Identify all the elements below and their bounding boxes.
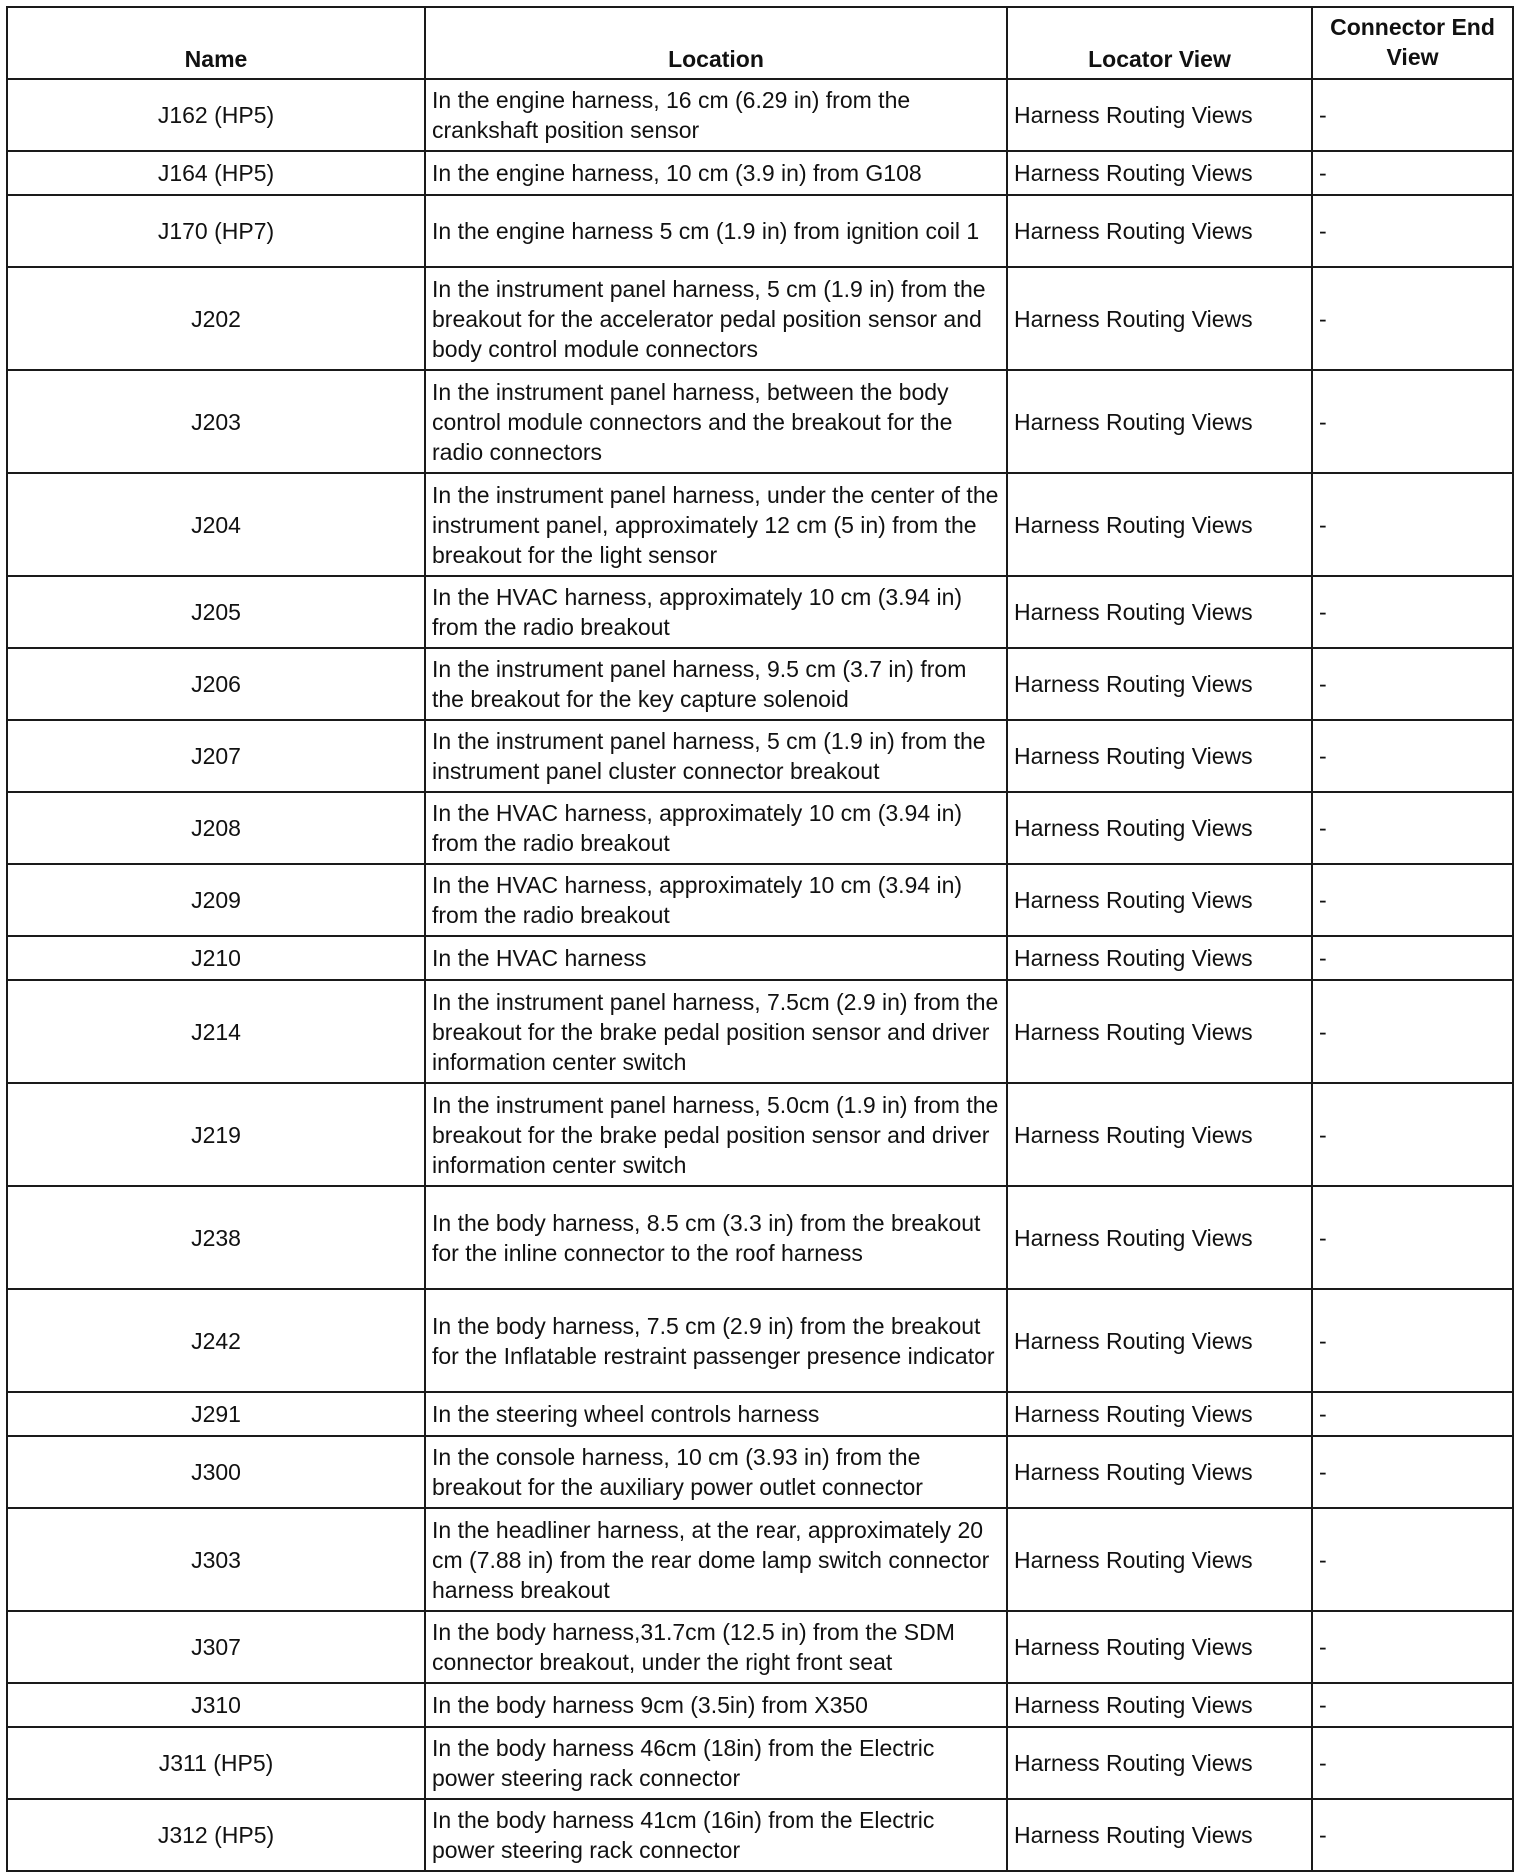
header-connector-end-view: Connector End View <box>1312 7 1513 79</box>
cell-locator-view[interactable]: Harness Routing Views <box>1007 1186 1312 1289</box>
cell-connector-end-view: - <box>1312 980 1513 1083</box>
cell-name: J311 (HP5) <box>7 1727 425 1799</box>
table-row <box>7 576 1513 648</box>
cell-location: In the body harness, 8.5 cm (3.3 in) from the breakout for the inline connector to the roof harness <box>425 1186 1007 1289</box>
cell-connector-end-view: - <box>1312 79 1513 151</box>
cell-location: In the body harness,31.7cm (12.5 in) from the SDM connector breakout, under the right front seat <box>425 1611 1007 1683</box>
cell-locator-view[interactable]: Harness Routing Views <box>1007 1289 1312 1392</box>
table-row <box>7 1799 1513 1871</box>
cell-connector-end-view: - <box>1312 1683 1513 1727</box>
cell-location: In the instrument panel harness, under the center of the instrument panel, approximately 12 cm (5 in) from the breakout for the light sensor <box>425 473 1007 576</box>
table-body <box>7 79 1513 1871</box>
cell-name: J209 <box>7 864 425 936</box>
cell-location: In the instrument panel harness, 5.0cm (1.9 in) from the breakout for the brake pedal position sensor and driver information center switch <box>425 1083 1007 1186</box>
cell-connector-end-view: - <box>1312 370 1513 473</box>
cell-connector-end-view: - <box>1312 1083 1513 1186</box>
cell-name: J300 <box>7 1436 425 1508</box>
cell-locator-view[interactable]: Harness Routing Views <box>1007 370 1312 473</box>
cell-name: J219 <box>7 1083 425 1186</box>
table-row <box>7 720 1513 792</box>
cell-connector-end-view: - <box>1312 1799 1513 1871</box>
cell-connector-end-view: - <box>1312 792 1513 864</box>
cell-location: In the console harness, 10 cm (3.93 in) from the breakout for the auxiliary power outlet connector <box>425 1436 1007 1508</box>
cell-locator-view[interactable]: Harness Routing Views <box>1007 1683 1312 1727</box>
cell-name: J310 <box>7 1683 425 1727</box>
cell-locator-view[interactable]: Harness Routing Views <box>1007 720 1312 792</box>
cell-location: In the body harness, 7.5 cm (2.9 in) from the breakout for the Inflatable restraint passenger presence indicator <box>425 1289 1007 1392</box>
cell-locator-view[interactable]: Harness Routing Views <box>1007 267 1312 370</box>
cell-name: J210 <box>7 936 425 980</box>
table-row <box>7 370 1513 473</box>
cell-connector-end-view: - <box>1312 151 1513 195</box>
cell-connector-end-view: - <box>1312 1392 1513 1436</box>
splice-location-table <box>6 6 1514 1872</box>
table-row <box>7 1392 1513 1436</box>
cell-locator-view[interactable]: Harness Routing Views <box>1007 79 1312 151</box>
cell-location: In the HVAC harness, approximately 10 cm (3.94 in) from the radio breakout <box>425 576 1007 648</box>
table-row <box>7 1611 1513 1683</box>
table-row <box>7 1436 1513 1508</box>
cell-connector-end-view: - <box>1312 195 1513 267</box>
cell-name: J203 <box>7 370 425 473</box>
cell-location: In the steering wheel controls harness <box>425 1392 1007 1436</box>
cell-locator-view[interactable]: Harness Routing Views <box>1007 1436 1312 1508</box>
cell-location: In the instrument panel harness, between the body control module connectors and the breakout for the radio connectors <box>425 370 1007 473</box>
cell-name: J291 <box>7 1392 425 1436</box>
table-row <box>7 473 1513 576</box>
header-location: Location <box>425 7 1007 79</box>
cell-connector-end-view: - <box>1312 1611 1513 1683</box>
cell-location: In the headliner harness, at the rear, approximately 20 cm (7.88 in) from the rear dome lamp switch connector harness breakout <box>425 1508 1007 1611</box>
cell-location: In the instrument panel harness, 5 cm (1.9 in) from the breakout for the accelerator pedal position sensor and body control module connectors <box>425 267 1007 370</box>
cell-connector-end-view: - <box>1312 576 1513 648</box>
cell-locator-view[interactable]: Harness Routing Views <box>1007 1799 1312 1871</box>
cell-locator-view[interactable]: Harness Routing Views <box>1007 864 1312 936</box>
table-row <box>7 195 1513 267</box>
table-row <box>7 864 1513 936</box>
table-row <box>7 792 1513 864</box>
cell-name: J207 <box>7 720 425 792</box>
cell-location: In the engine harness, 16 cm (6.29 in) from the crankshaft position sensor <box>425 79 1007 151</box>
cell-name: J242 <box>7 1289 425 1392</box>
cell-locator-view[interactable]: Harness Routing Views <box>1007 151 1312 195</box>
cell-locator-view[interactable]: Harness Routing Views <box>1007 576 1312 648</box>
cell-name: J164 (HP5) <box>7 151 425 195</box>
cell-locator-view[interactable]: Harness Routing Views <box>1007 980 1312 1083</box>
cell-name: J312 (HP5) <box>7 1799 425 1871</box>
cell-location: In the instrument panel harness, 7.5cm (2.9 in) from the breakout for the brake pedal position sensor and driver information center switch <box>425 980 1007 1083</box>
cell-locator-view[interactable]: Harness Routing Views <box>1007 792 1312 864</box>
cell-connector-end-view: - <box>1312 1289 1513 1392</box>
cell-locator-view[interactable]: Harness Routing Views <box>1007 1392 1312 1436</box>
cell-name: J214 <box>7 980 425 1083</box>
cell-location: In the body harness 9cm (3.5in) from X350 <box>425 1683 1007 1727</box>
cell-locator-view[interactable]: Harness Routing Views <box>1007 648 1312 720</box>
table-row <box>7 267 1513 370</box>
cell-name: J238 <box>7 1186 425 1289</box>
table-row <box>7 1289 1513 1392</box>
cell-locator-view[interactable]: Harness Routing Views <box>1007 1083 1312 1186</box>
cell-locator-view[interactable]: Harness Routing Views <box>1007 1727 1312 1799</box>
cell-name: J206 <box>7 648 425 720</box>
cell-name: J162 (HP5) <box>7 79 425 151</box>
splice-location-table-sheet <box>6 6 1512 1872</box>
table-row <box>7 936 1513 980</box>
cell-connector-end-view: - <box>1312 864 1513 936</box>
cell-connector-end-view: - <box>1312 936 1513 980</box>
table-row <box>7 648 1513 720</box>
cell-location: In the HVAC harness, approximately 10 cm (3.94 in) from the radio breakout <box>425 864 1007 936</box>
cell-name: J307 <box>7 1611 425 1683</box>
cell-location: In the engine harness, 10 cm (3.9 in) from G108 <box>425 151 1007 195</box>
cell-locator-view[interactable]: Harness Routing Views <box>1007 473 1312 576</box>
table-row <box>7 1727 1513 1799</box>
cell-name: J204 <box>7 473 425 576</box>
cell-location: In the instrument panel harness, 9.5 cm (3.7 in) from the breakout for the key capture solenoid <box>425 648 1007 720</box>
cell-connector-end-view: - <box>1312 473 1513 576</box>
cell-locator-view[interactable]: Harness Routing Views <box>1007 1611 1312 1683</box>
cell-locator-view[interactable]: Harness Routing Views <box>1007 936 1312 980</box>
cell-name: J303 <box>7 1508 425 1611</box>
cell-locator-view[interactable]: Harness Routing Views <box>1007 195 1312 267</box>
table-row <box>7 1083 1513 1186</box>
table-row <box>7 79 1513 151</box>
table-row <box>7 151 1513 195</box>
header-row <box>7 7 1513 79</box>
cell-location: In the body harness 41cm (16in) from the Electric power steering rack connector <box>425 1799 1007 1871</box>
table-row <box>7 1186 1513 1289</box>
cell-location: In the HVAC harness <box>425 936 1007 980</box>
cell-connector-end-view: - <box>1312 720 1513 792</box>
cell-connector-end-view: - <box>1312 1436 1513 1508</box>
cell-name: J208 <box>7 792 425 864</box>
cell-location: In the engine harness 5 cm (1.9 in) from ignition coil 1 <box>425 195 1007 267</box>
cell-connector-end-view: - <box>1312 1186 1513 1289</box>
table-row <box>7 1683 1513 1727</box>
cell-connector-end-view: - <box>1312 1727 1513 1799</box>
cell-name: J205 <box>7 576 425 648</box>
header-locator-view: Locator View <box>1007 7 1312 79</box>
cell-connector-end-view: - <box>1312 648 1513 720</box>
cell-connector-end-view: - <box>1312 267 1513 370</box>
cell-location: In the HVAC harness, approximately 10 cm (3.94 in) from the radio breakout <box>425 792 1007 864</box>
cell-locator-view[interactable]: Harness Routing Views <box>1007 1508 1312 1611</box>
header-name: Name <box>7 7 425 79</box>
cell-name: J202 <box>7 267 425 370</box>
cell-location: In the body harness 46cm (18in) from the Electric power steering rack connector <box>425 1727 1007 1799</box>
table-row <box>7 980 1513 1083</box>
cell-location: In the instrument panel harness, 5 cm (1.9 in) from the instrument panel cluster connector breakout <box>425 720 1007 792</box>
cell-name: J170 (HP7) <box>7 195 425 267</box>
table-row <box>7 1508 1513 1611</box>
cell-connector-end-view: - <box>1312 1508 1513 1611</box>
